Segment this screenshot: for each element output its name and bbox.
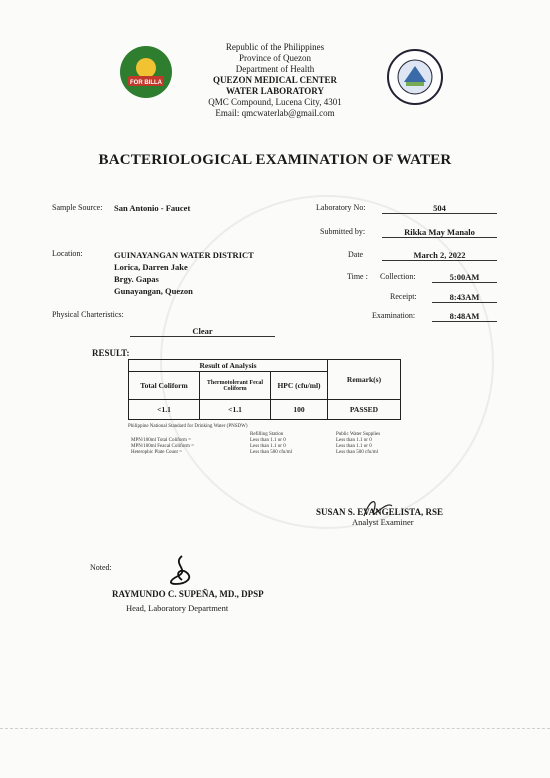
footnote-value: Less than 500 cfu/ml [336, 450, 379, 455]
location-label: Location: [52, 249, 83, 258]
collection-time: 5:00AM [432, 272, 497, 283]
sample-source-label: Sample Source: [52, 203, 103, 212]
footnote-param: MPN/100ml Feacal Coliform = [131, 444, 194, 449]
total-coliform-value: <1.1 [129, 400, 200, 420]
date-label: Date [348, 250, 364, 259]
location-line: Brgy. Gapas [114, 274, 159, 284]
lab-no-value: 504 [382, 203, 497, 214]
examination-time: 8:48AM [432, 311, 497, 322]
fecal-coliform-header: Thermotolerant Fecal Coliform [200, 372, 271, 400]
results-table [128, 359, 401, 420]
hpc-header: HPC (cfu/ml) [271, 372, 328, 400]
head-title: Head, Laboratory Department [126, 603, 229, 613]
footnote-parameters [131, 438, 194, 456]
footnote-value: Less than 1.1 or 0 [336, 438, 372, 443]
total-coliform-header: Total Coliform [129, 372, 200, 400]
collection-label: Collection: [380, 272, 416, 281]
footnote-standard: Philippine National Standard for Drinking Water (PNSDW) [128, 424, 248, 429]
submitted-by-value: Rikka May Manalo [382, 227, 497, 238]
footnote-public [336, 432, 380, 456]
footnote-value: Less than 1.1 or 0 [250, 444, 286, 449]
head-signature [164, 554, 200, 588]
footnote-value: Less than 500 cfu/ml [250, 450, 293, 455]
footnote-public-title: Public Water Supplies [336, 432, 381, 437]
analyst-name: SUSAN S. EVANGELISTA, RSE [316, 507, 443, 517]
letterhead [0, 42, 550, 119]
time-label: Time : [347, 272, 368, 281]
footnote-value: Less than 1.1 or 0 [250, 438, 286, 443]
page-divider [0, 728, 550, 729]
footnote-refilling [250, 432, 292, 456]
header-province: Province of Quezon [239, 53, 311, 63]
result-of-analysis-header: Result of Analysis [129, 360, 328, 372]
header-address: QMC Compound, Lucena City, 4301 [208, 97, 342, 107]
document-title: BACTERIOLOGICAL EXAMINATION OF WATER [98, 152, 452, 168]
analyst-title: Analyst Examiner [352, 517, 414, 527]
receipt-label: Receipt: [390, 292, 417, 301]
receipt-time: 8:43AM [432, 292, 497, 303]
examination-label: Examination: [372, 311, 416, 320]
location-line: GUINAYANGAN WATER DISTRICT [114, 250, 254, 260]
physical-value: Clear [130, 326, 275, 337]
physical-label: Physical Charteristics: [52, 310, 124, 319]
footnote-refilling-title: Refilling Station [250, 432, 284, 437]
fecal-coliform-value: <1.1 [200, 400, 271, 420]
date-value: March 2, 2022 [382, 250, 497, 261]
header-email: Email: qmcwaterlab@gmail.com [215, 108, 335, 118]
location-block [114, 249, 254, 297]
hpc-value: 100 [271, 400, 328, 420]
location-line: Lorica, Darren Jake [114, 262, 188, 272]
header-department: Department of Health [235, 64, 315, 74]
result-label: RESULT: [92, 348, 130, 358]
lab-no-label: Laboratory No: [316, 203, 366, 212]
header-lab: WATER LABORATORY [226, 86, 324, 96]
submitted-by-label: Submitted by: [320, 227, 366, 236]
header-republic: Republic of the Philippines [225, 42, 325, 52]
footnote-value: Less than 1.1 or 0 [336, 444, 372, 449]
sample-source-value: San Antonio - Faucet [114, 203, 191, 213]
remarks-value: PASSED [328, 400, 401, 420]
noted-label: Noted: [90, 563, 112, 572]
footnote-param: Heterophic Plate Count = [131, 450, 183, 455]
svg-text:FOR BILLA: FOR BILLA [130, 80, 162, 86]
header-center: QUEZON MEDICAL CENTER [212, 75, 338, 85]
head-name: RAYMUNDO C. SUPEÑA, MD., DPSP [112, 589, 264, 599]
footnote-param: MPN/100ml Total Coliform = [131, 438, 192, 443]
remarks-header: Remark(s) [328, 360, 401, 400]
location-line: Gunayangan, Quezon [114, 286, 193, 296]
